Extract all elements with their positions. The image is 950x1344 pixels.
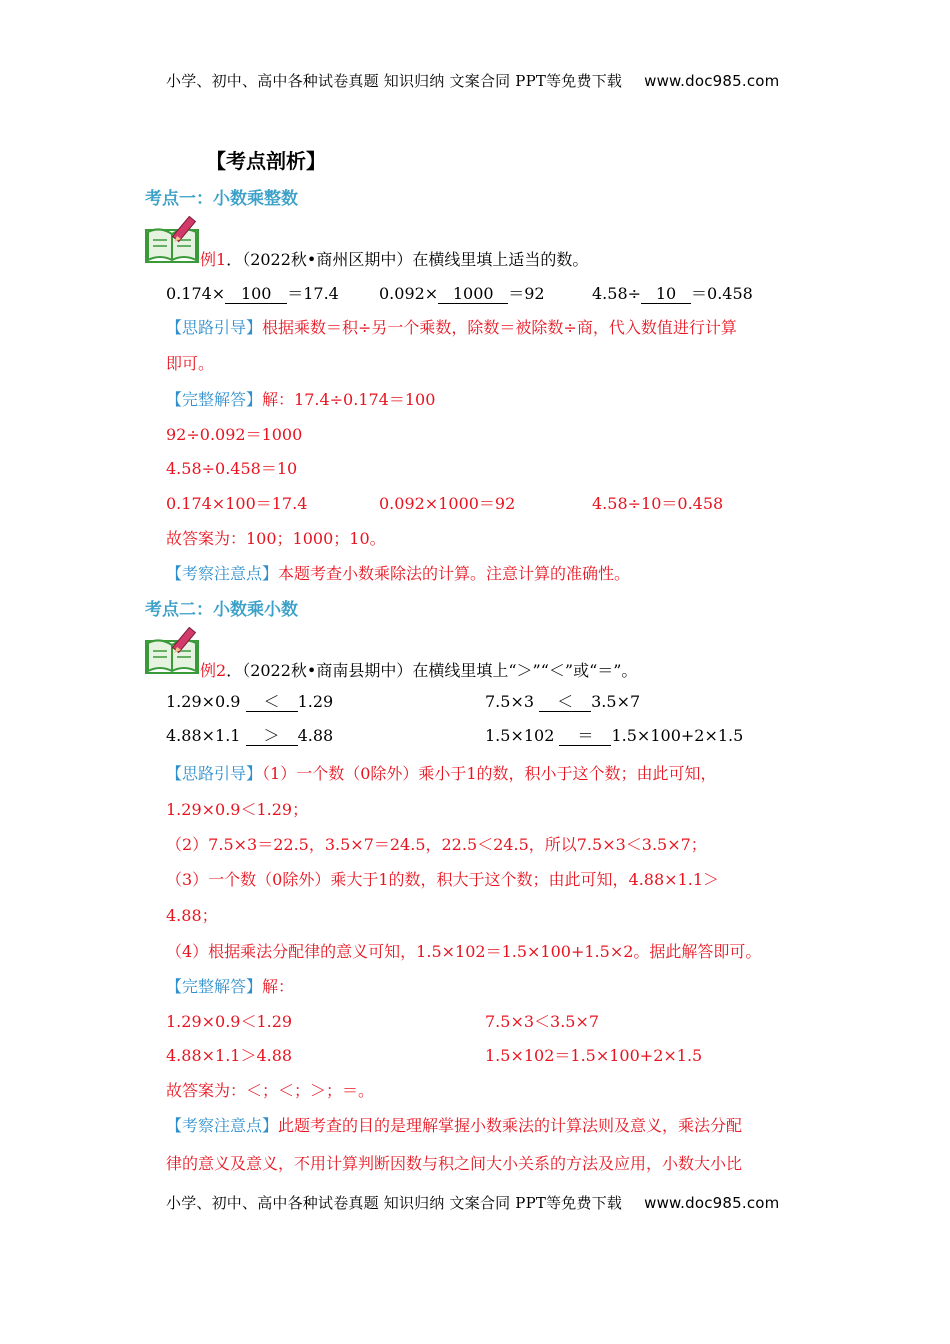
kp2-q4 [485,726,743,746]
kp2-q2-left: 7.5×3 [485,692,540,711]
kp2-final: 故答案为：＜；＜；＞；＝。 [166,1081,375,1100]
kp2-title: 考点二：小数乘小数 [145,600,298,620]
kp1-q1-left: 0.174× [166,284,226,303]
kp2-hint-line1: （1）一个数（0除外）乘小于1的数，积小于这个数；由此可知， [262,764,717,783]
kp2-q3-right: 4.88 [297,726,334,745]
kp2-hint-line5: 4.88； [166,906,218,925]
kp1-q2-left: 0.092× [379,284,439,303]
kp1-q1 [166,281,339,304]
section-title: 【考点剖析】 [206,149,326,173]
kp1-q3-blank: 10 [641,285,691,304]
kp2-note-line1: 此题考查的目的是理解掌握小数乘法的计算法则及意义，乘法分配 [278,1116,743,1135]
kp1-note-text: 本题考查小数乘除法的计算。注意计算的准确性。 [278,564,631,583]
kp2-q1-blank: ＜ [246,693,298,712]
kp2-example [200,658,637,681]
kp1-answer-line2: 92÷0.092＝1000 [166,425,303,444]
header-site: www.doc985.com [644,72,780,90]
kp2-q2-right: 3.5×7 [591,692,641,711]
kp2-q2-blank: ＜ [539,693,591,712]
kp2-answer [166,974,294,997]
kp1-example-label: 例1 [200,250,227,269]
kp1-q3 [592,281,753,304]
kp2-note-label: 【考察注意点】 [166,1116,279,1135]
kp1-final: 故答案为：100；1000；10。 [166,529,386,548]
kp2-q1-left: 1.29×0.9 [166,692,246,711]
kp2-q4-left: 1.5×102 [485,726,560,745]
kp2-q3-left: 4.88×1.1 [166,726,246,745]
header-text: 小学、初中、高中各种试卷真题 知识归纳 文案合同 PPT等免费下载 [166,72,623,90]
kp2-hint-line6: （4）根据乘法分配律的意义可知，1.5×102＝1.5×100+1.5×2。据此解答即可。 [166,942,762,961]
kp1-q3-right: ＝0.458 [691,284,753,303]
book-pencil-icon [144,216,200,264]
kp1-hint [166,315,737,338]
kp1-question: ．（2022秋•商州区期中）在横线里填上适当的数。 [226,250,589,269]
kp1-answer-r1: 0.174×100＝17.4 [166,494,308,513]
kp1-example [200,247,588,270]
kp2-q3 [166,726,333,746]
kp2-q2 [485,692,640,712]
page-header [166,70,780,91]
kp1-q3-left: 4.58÷ [592,284,642,303]
kp2-answer-r1a: 1.29×0.9＜1.29 [166,1012,293,1031]
footer-text: 小学、初中、高中各种试卷真题 知识归纳 文案合同 PPT等免费下载 [166,1194,623,1212]
kp2-example-label: 例2 [200,661,227,680]
kp1-answer-line3: 4.58÷0.458＝10 [166,459,298,478]
kp1-answer [166,387,435,410]
footer-site: www.doc985.com [644,1194,780,1212]
kp2-note-line2: 律的意义及意义，不用计算判断因数与积之间大小关系的方法及应用，小数大小比 [166,1154,743,1173]
page-footer [166,1192,780,1213]
kp2-hint-line4: （3）一个数（0除外）乘大于1的数，积大于这个数；由此可知，4.88×1.1＞ [166,870,720,889]
kp2-answer-label: 【完整解答】 [166,977,263,996]
kp2-q4-right: 1.5×100+2×1.5 [611,726,744,745]
kp2-answer-r1b: 7.5×3＜3.5×7 [485,1012,600,1031]
kp2-hint-line3: （2）7.5×3＝22.5，3.5×7＝24.5，22.5＜24.5，所以7.5×3＜3.5×7； [166,835,707,854]
kp2-answer-r2b: 1.5×102＝1.5×100+2×1.5 [485,1046,703,1065]
kp1-q2 [379,281,545,304]
kp1-answer-line1: 解：17.4÷0.174＝100 [262,390,436,409]
kp1-answer-label: 【完整解答】 [166,390,263,409]
kp2-hint-line2: 1.29×0.9＜1.29； [166,800,309,819]
kp2-q3-blank: ＞ [246,727,298,746]
kp1-q2-blank: 1000 [438,285,508,304]
kp2-hint-label: 【思路引导】 [166,764,263,783]
kp1-q1-right: ＝17.4 [287,284,339,303]
kp2-q1-right: 1.29 [297,692,334,711]
kp1-title: 考点一：小数乘整数 [145,189,298,209]
kp2-question: ．（2022秋•商南县期中）在横线里填上“＞”“＜”或“＝”。 [226,661,638,680]
kp1-answer-r3: 4.58÷10＝0.458 [592,494,724,513]
kp1-hint-label: 【思路引导】 [166,318,263,337]
kp1-note [166,561,630,584]
kp2-answer-r2a: 4.88×1.1＞4.88 [166,1046,293,1065]
kp1-q2-right: ＝92 [508,284,545,303]
kp1-q1-blank: 100 [225,285,287,304]
kp2-hint [166,761,717,784]
kp1-answer-r2: 0.092×1000＝92 [379,494,516,513]
kp1-hint-line1: 根据乘数＝积÷另一个乘数，除数＝被除数÷商，代入数值进行计算 [262,318,737,337]
kp1-hint-line2: 即可。 [166,354,215,373]
kp2-answer-head: 解： [262,977,295,996]
kp2-q4-blank: ＝ [559,727,611,746]
kp1-note-label: 【考察注意点】 [166,564,279,583]
kp2-q1 [166,692,333,712]
book-pencil-icon [144,627,200,675]
kp2-note [166,1113,742,1136]
